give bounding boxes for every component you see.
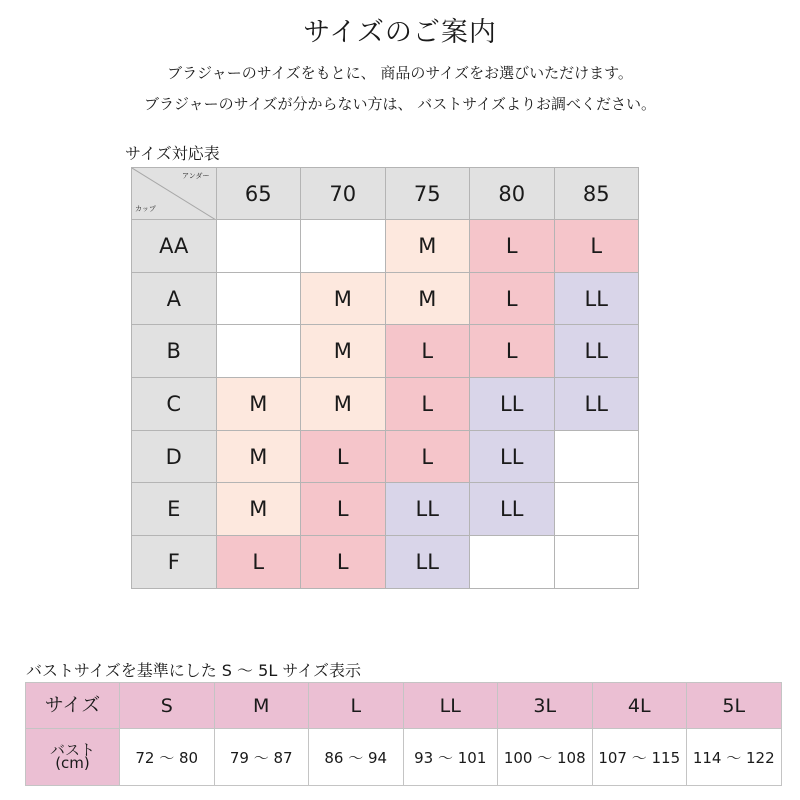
size-cell: LL <box>385 483 470 536</box>
cup-size-header: AA <box>132 220 217 273</box>
size-cell <box>216 325 301 378</box>
size-cell <box>216 220 301 273</box>
size-cell: LL <box>470 430 555 483</box>
size-cell: L <box>470 325 555 378</box>
size-label: 4L <box>592 683 687 729</box>
bust-range: 100 ～ 108 <box>498 729 593 786</box>
size-cell: M <box>216 483 301 536</box>
size-cell: LL <box>470 483 555 536</box>
bust-range-row <box>26 729 782 786</box>
size-cell: LL <box>470 378 555 431</box>
bust-label: バスト <box>49 741 95 759</box>
cup-size-header: F <box>132 536 217 589</box>
bust-unit-label: (cm) <box>55 754 90 772</box>
bust-range: 93 ～ 101 <box>403 729 498 786</box>
size-cell <box>216 272 301 325</box>
size-cell: LL <box>554 378 639 431</box>
bust-size-table <box>25 682 782 786</box>
size-cell: L <box>385 430 470 483</box>
size-cell: L <box>301 430 386 483</box>
cup-size-header: D <box>132 430 217 483</box>
table-row <box>132 325 639 378</box>
cup-size-header: C <box>132 378 217 431</box>
size-cell: M <box>301 272 386 325</box>
size-cell: LL <box>385 536 470 589</box>
size-label: L <box>309 683 404 729</box>
size-cell: L <box>470 220 555 273</box>
size-cell <box>554 536 639 589</box>
intro-line-1: ブラジャーのサイズをもとに、 商品のサイズをお選びいただけます。 <box>167 64 633 82</box>
cup-size-header: A <box>132 272 217 325</box>
size-cell: LL <box>554 272 639 325</box>
bust-range: 114 ～ 122 <box>687 729 782 786</box>
bust-range: 72 ～ 80 <box>120 729 215 786</box>
size-cell: L <box>216 536 301 589</box>
size-cell <box>470 536 555 589</box>
size-cell: L <box>301 536 386 589</box>
size-label: 3L <box>498 683 593 729</box>
corner-cell <box>132 168 217 220</box>
size-cell: M <box>216 430 301 483</box>
under-label: アンダー <box>182 172 210 180</box>
table-row <box>132 483 639 536</box>
size-cell: M <box>301 378 386 431</box>
table-row <box>132 430 639 483</box>
table-row <box>132 272 639 325</box>
size-cell <box>554 483 639 536</box>
bust-row-label <box>26 729 120 786</box>
bust-range: 107 ～ 115 <box>592 729 687 786</box>
size-cell: L <box>301 483 386 536</box>
size-cell: L <box>470 272 555 325</box>
table-row <box>132 536 639 589</box>
size-chart-title: サイズ対応表 <box>125 144 220 163</box>
intro-line-2: ブラジャーのサイズが分からない方は、 バストサイズよりお調べください。 <box>143 95 657 113</box>
bust-size-header-row <box>26 683 782 729</box>
table-row <box>132 378 639 431</box>
size-cell: L <box>385 378 470 431</box>
under-size-header: 85 <box>554 168 639 220</box>
size-cell: LL <box>554 325 639 378</box>
size-chart-table <box>131 167 639 589</box>
under-size-header: 80 <box>470 168 555 220</box>
bust-range: 86 ～ 94 <box>309 729 404 786</box>
table-row <box>132 220 639 273</box>
size-label: 5L <box>687 683 782 729</box>
size-label: S <box>120 683 215 729</box>
under-size-header: 65 <box>216 168 301 220</box>
bust-table-title: バストサイズを基準にした S ～ 5L サイズ表示 <box>26 661 362 680</box>
size-cell: L <box>385 325 470 378</box>
size-cell: M <box>385 220 470 273</box>
bust-range: 79 ～ 87 <box>214 729 309 786</box>
cup-label: カップ <box>135 205 156 213</box>
size-row-label: サイズ <box>26 683 120 729</box>
size-label: LL <box>403 683 498 729</box>
under-size-header: 70 <box>301 168 386 220</box>
size-cell <box>554 430 639 483</box>
size-cell: L <box>554 220 639 273</box>
size-label: M <box>214 683 309 729</box>
size-cell: M <box>385 272 470 325</box>
size-cell: M <box>216 378 301 431</box>
size-cell: M <box>301 325 386 378</box>
under-size-header: 75 <box>385 168 470 220</box>
cup-size-header: E <box>132 483 217 536</box>
page-title: サイズのご案内 <box>303 17 497 48</box>
size-chart-header-row <box>132 168 639 220</box>
size-cell <box>301 220 386 273</box>
cup-size-header: B <box>132 325 217 378</box>
